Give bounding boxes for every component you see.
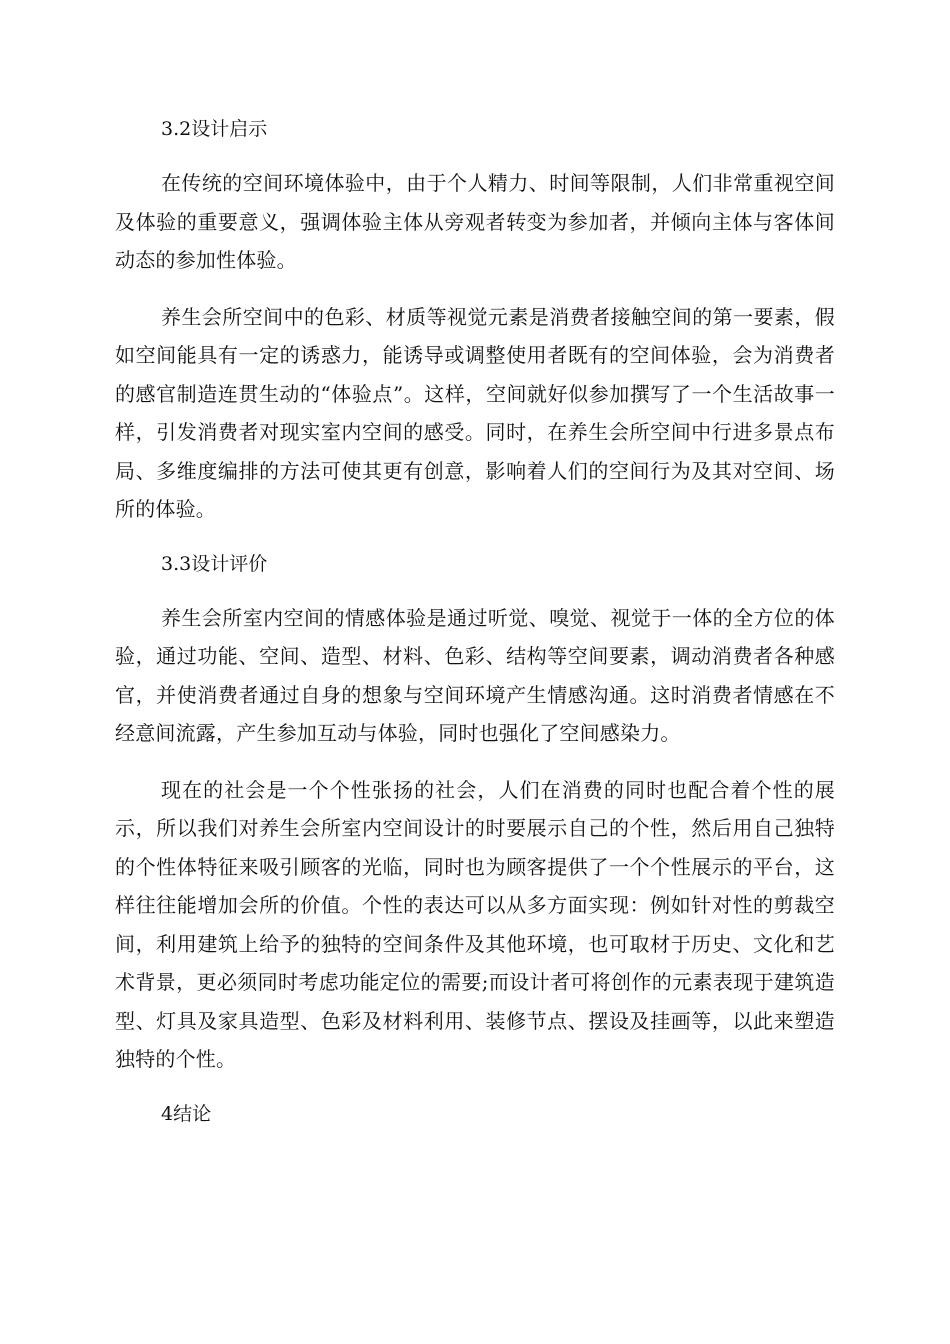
paragraph: 养生会所空间中的色彩、材质等视觉元素是消费者接触空间的第一要素，假如空间能具有一定的诱惑力，能诱导或调整使用者既有的空间体验，会为消费者的感官制造连贯生动的“体验点”。这样，空间就好似参加撰写了一个生活故事一样，引发消费者对现实室内空间的感受。同时，在养生会所空间中行进多景点布局、多维度编排的方法可使其更有创意，影响着人们的空间行为及其对空间、场所的体验。 [115,304,835,521]
section-heading-3-3: 3.3设计评价 [161,552,268,575]
paragraph: 现在的社会是一个个性张扬的社会，人们在消费的同时也配合着个性的展示，所以我们对养生会所室内空间设计的时要展示自己的个性，然后用自己独特的个性体特征来吸引顾客的光临，同时也为顾客提供了一个个性展示的平台，这样往往能增加会所的价值。个性的表达可以从多方面实现：例如针对性的剪裁空间，利用建筑上给予的独特的空间条件及其他环境，也可取材于历史、文化和艺术背景，更必须同时考虑功能定位的需要;而设计者可将创作的元素表现于建筑造型、灯具及家具造型、色彩及材料利用、装修节点、摆设及挂画等，以此来塑造独特的个性。 [115,777,835,1071]
paragraph: 在传统的空间环境体验中，由于个人精力、时间等限制，人们非常重视空间及体验的重要意义，强调体验主体从旁观者转变为参加者，并倾向主体与客体间动态的参加性体验。 [115,171,835,272]
document-body [115,110,835,1133]
section-heading-4: 4结论 [161,1102,212,1125]
section-heading-3-2: 3.2设计启示 [161,118,268,140]
paragraph: 养生会所室内空间的情感体验是通过听觉、嗅觉、视觉于一体的全方位的体验，通过功能、空间、造型、材料、色彩、结构等空间要素，调动消费者各种感官，并使消费者通过自身的想象与空间环境产生情感沟通。这时消费者情感在不经意间流露，产生参加互动与体验，同时也强化了空间感染力。 [115,605,835,745]
